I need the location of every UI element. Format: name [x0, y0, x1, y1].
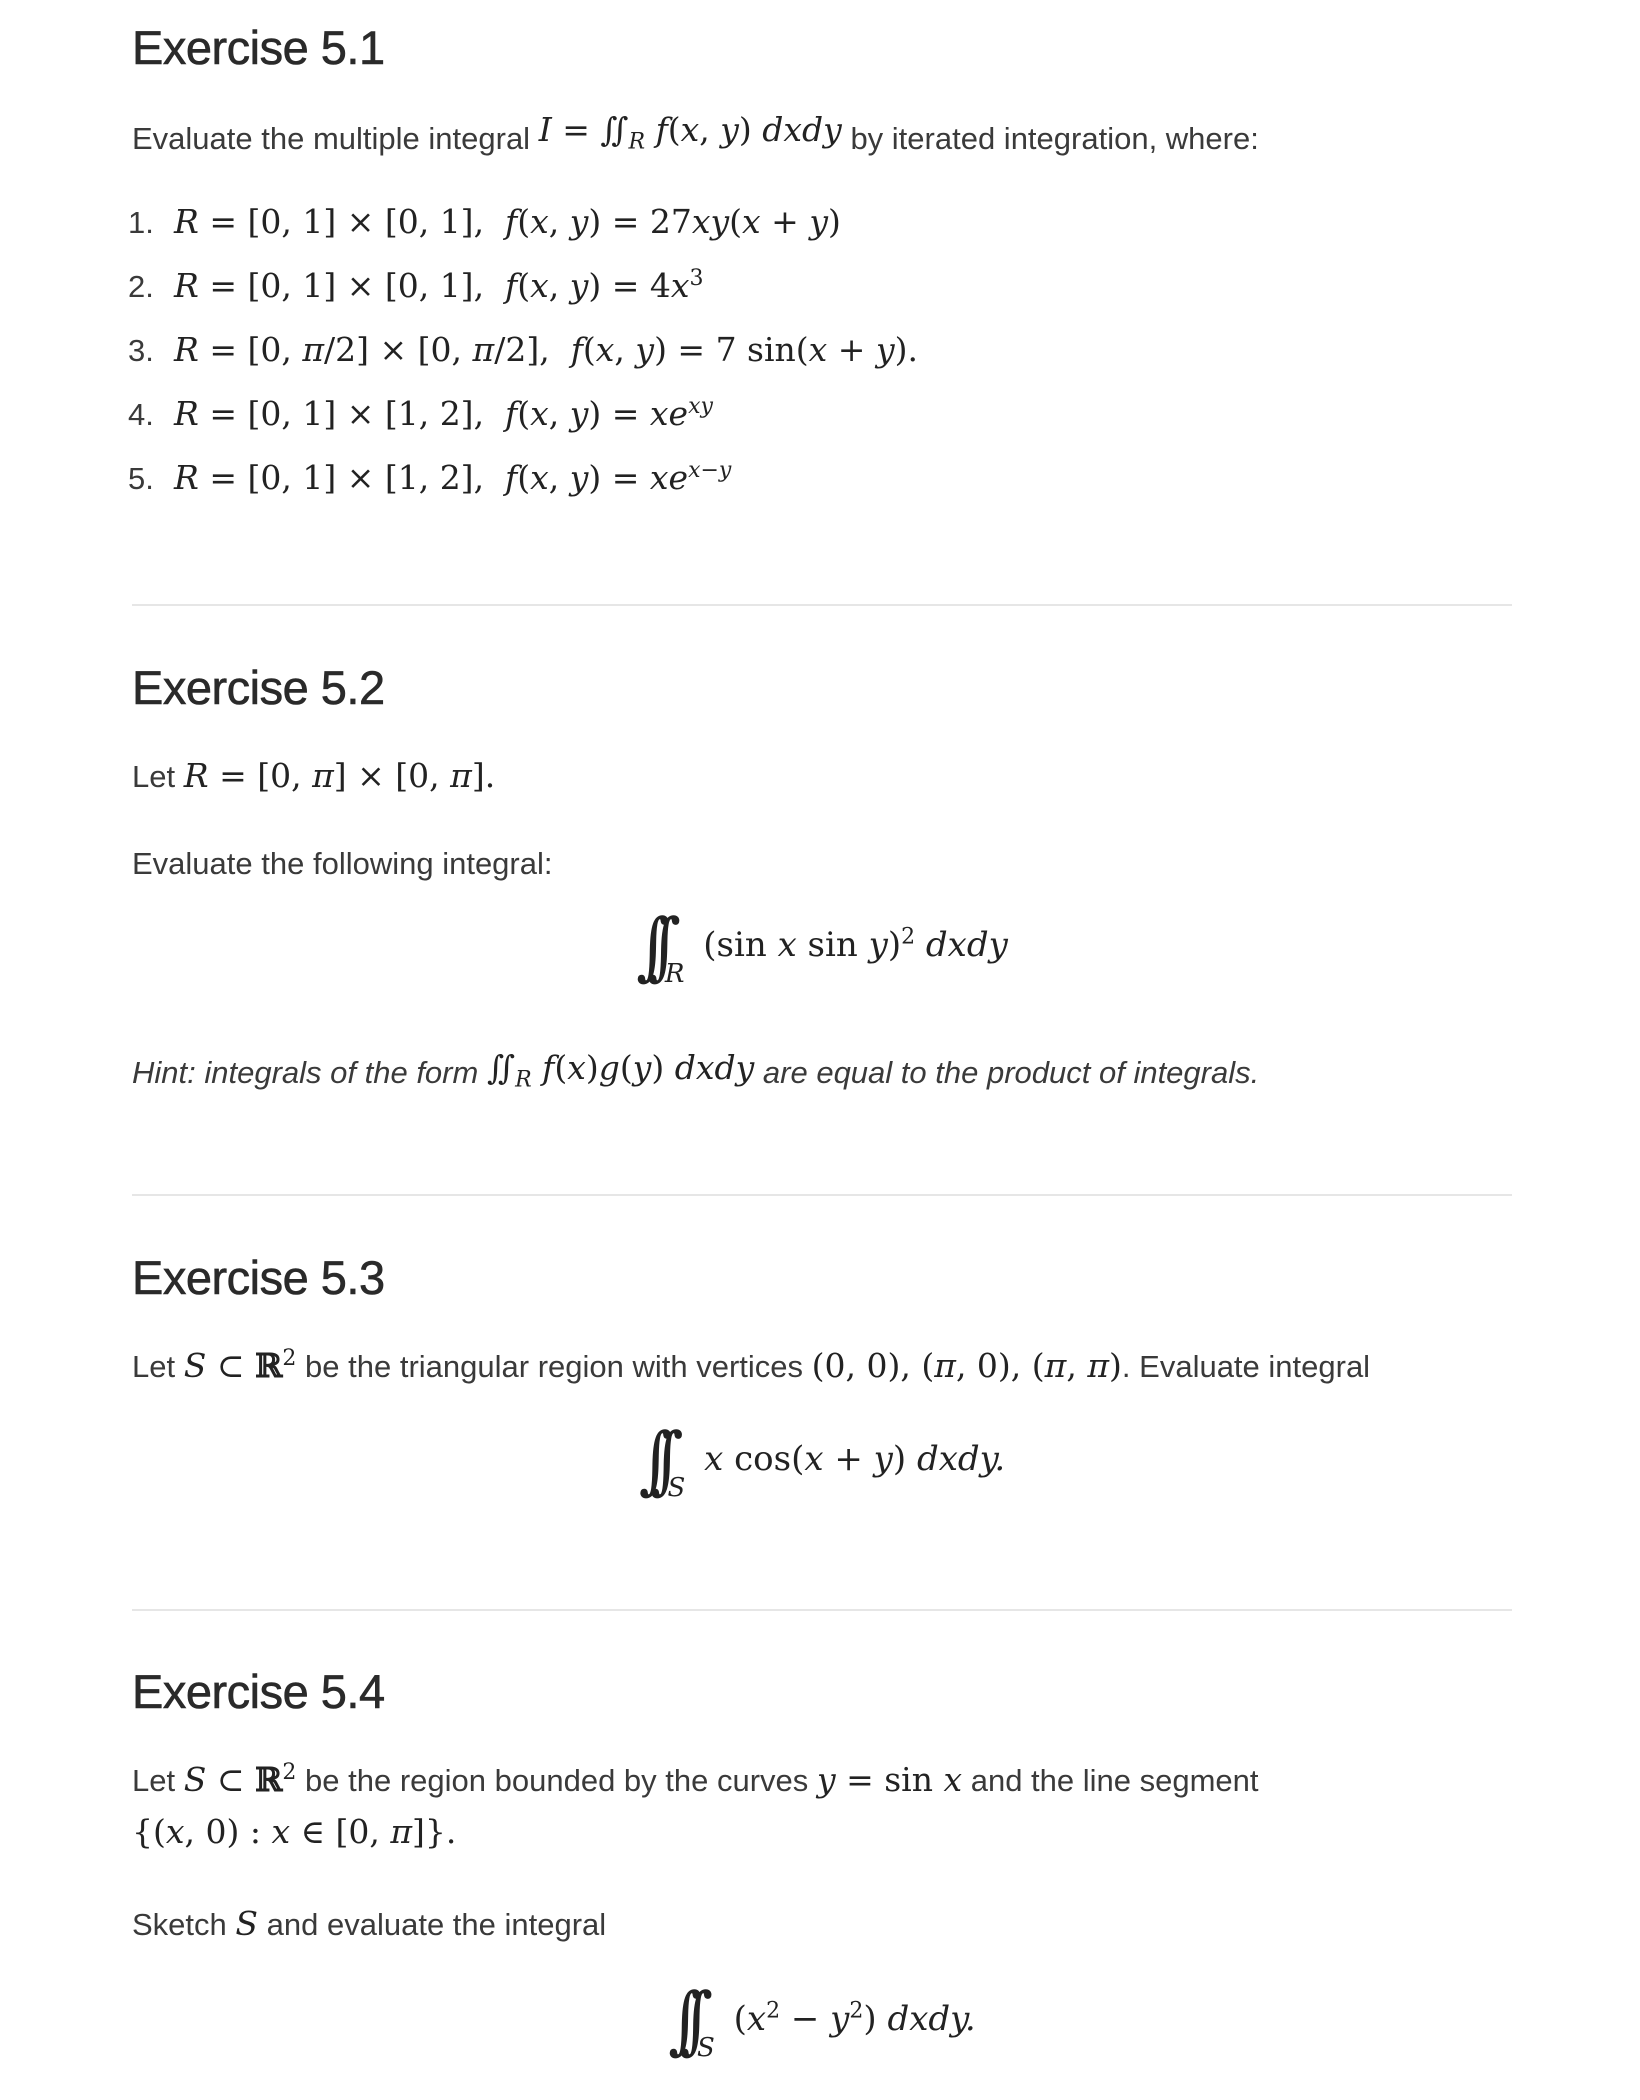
item-function: f(x, $y) = xe^{x-y}$ — [505, 458, 732, 497]
list-item — [128, 318, 918, 382]
separator: , — [473, 266, 506, 305]
statement-text: be the triangular region with vertices — [305, 1349, 804, 1384]
statement-end: and the line segment — [970, 1763, 1259, 1798]
item-region: R = [0, 1] × [1, 2] — [174, 458, 474, 497]
exercise-hint — [132, 1050, 1259, 1095]
double-integral-icon: ∫∫ — [636, 904, 659, 990]
list-item — [128, 446, 918, 510]
integrand: x cos(x + y) dxdy. — [704, 1439, 1006, 1479]
exercise-instruction: Evaluate the following integral: — [132, 846, 553, 881]
item-number: 2. — [128, 269, 154, 304]
exercise-let — [132, 754, 495, 799]
exercise-title: Exercise 5.1 — [132, 21, 385, 74]
statement-end: . Evaluate integral — [1121, 1349, 1371, 1384]
vertices: (0, 0), (π, 0), (π, π) — [811, 1346, 1122, 1385]
statement-text: be the region bounded by the curves — [305, 1763, 809, 1798]
display-integral — [132, 1978, 1512, 2064]
list-item — [128, 190, 918, 254]
item-function: f(x, $y) = xe^{xy}$ — [505, 394, 713, 433]
integral-domain: S — [667, 1473, 686, 1503]
item-number: 5. — [128, 461, 154, 496]
exercise-statement — [132, 1344, 1370, 1389]
list-item — [128, 382, 918, 446]
item-number: 1. — [128, 205, 154, 240]
intro-suffix: by iterated integration, where: — [850, 121, 1259, 156]
separator: , — [473, 458, 506, 497]
set-definition: S ⊂ ℝ$^2$ — [183, 1346, 297, 1385]
curve-definition: y = sin x — [816, 1760, 963, 1799]
section-divider — [132, 1194, 1512, 1196]
let-prefix: Let — [132, 1349, 176, 1384]
separator: , — [473, 394, 506, 433]
section-divider — [132, 604, 1512, 606]
sketch-set: S — [235, 1904, 259, 1943]
exercise-statement — [132, 1758, 1259, 1803]
exercise-intro — [132, 110, 1259, 161]
display-integral — [132, 1418, 1512, 1504]
double-integral-icon: ∫∫ — [668, 1978, 691, 2064]
double-integral-icon: ∫∫ — [638, 1418, 662, 1504]
item-number: 4. — [128, 397, 154, 432]
display-integral — [132, 904, 1512, 990]
item-number: 3. — [128, 333, 154, 368]
segment-definition: {(x, 0) : x ∈ [0, π]}. — [132, 1812, 457, 1851]
item-region: R = [0, 1] × [1, 2] — [174, 394, 474, 433]
set-definition: S ⊂ ℝ$^2$ — [183, 1760, 297, 1799]
exercise-instruction — [132, 1902, 606, 1947]
separator: , — [473, 202, 506, 241]
hint-prefix: Hint: integrals of the form — [132, 1055, 479, 1090]
exercise-title: Exercise 5.3 — [132, 1251, 385, 1304]
item-function: f(x, $y) = 4x^3$ — [505, 266, 704, 305]
list-item — [128, 254, 918, 318]
separator: , — [539, 330, 571, 369]
region-definition: R = [0, π] × [0, π]. — [183, 756, 496, 795]
segment-line — [132, 1810, 456, 1855]
problem-list — [128, 190, 918, 510]
hint-suffix: are equal to the product of integrals. — [762, 1055, 1260, 1090]
item-function: f(x, y) = 7 sin(x + y). — [570, 330, 918, 369]
item-region: R = [0, 1] × [0, 1] — [174, 202, 474, 241]
integrand: $(x^2 - y^2)$ dxdy. — [733, 1998, 976, 2039]
intro-prefix: Evaluate the multiple integral — [132, 121, 531, 156]
exercise-title: Exercise 5.4 — [132, 1665, 385, 1718]
item-function: f(x, y) = 27xy(x + y) — [505, 202, 841, 241]
sketch-suffix: and evaluate the integral — [266, 1907, 607, 1942]
section-divider — [132, 1609, 1512, 1611]
exercise-title: Exercise 5.2 — [132, 661, 385, 714]
item-region: R = [0, 1] × [0, 1] — [174, 266, 474, 305]
integral-domain: R — [664, 959, 685, 989]
sketch-prefix: Sketch — [132, 1907, 227, 1942]
integral-expression: $I = ∬_R$ f(x, y) dxdy — [538, 110, 842, 155]
integral-domain: S — [696, 2033, 715, 2063]
item-region: R = [0, π/2] × [0, π/2] — [174, 330, 540, 369]
integrand: (sin x sin y)$^2$ dxdy — [703, 924, 1008, 965]
hint-expression: $∬_R$ f(x)g(y) dxdy — [486, 1048, 755, 1093]
let-prefix: Let — [132, 759, 176, 794]
let-prefix: Let — [132, 1763, 176, 1798]
